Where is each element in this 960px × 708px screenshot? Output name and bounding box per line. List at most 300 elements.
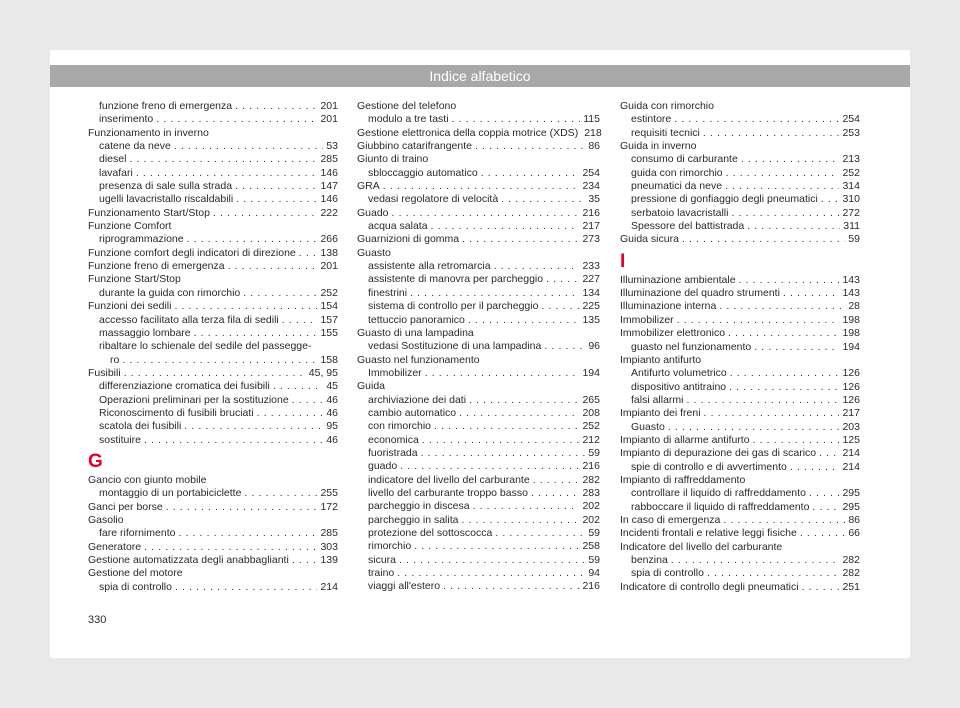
index-entry-page: 216	[582, 460, 600, 473]
index-entry-page: 46	[326, 433, 338, 446]
leader-dots	[671, 554, 840, 567]
index-entry	[88, 193, 338, 206]
index-entry-page: 213	[842, 153, 860, 166]
leader-dots	[144, 434, 323, 447]
index-entry	[620, 434, 860, 447]
index-entry-term: consumo di carburante	[631, 153, 738, 166]
index-entry	[620, 514, 860, 527]
leader-dots	[213, 207, 317, 220]
leader-dots	[741, 153, 840, 166]
index-entry	[88, 300, 338, 313]
leader-dots	[753, 434, 840, 447]
index-entry-term: livello del carburante troppo basso	[368, 486, 528, 499]
index-entry	[88, 434, 338, 447]
index-entry-page: 138	[320, 246, 338, 259]
index-entry	[88, 180, 338, 193]
index-entry-term: vedasi regolatore di velocità	[368, 193, 499, 206]
index-entry-page: 253	[842, 126, 860, 139]
index-entry	[357, 447, 600, 460]
leader-dots	[184, 420, 323, 433]
page-header-title: Indice alfabetico	[429, 68, 531, 84]
leader-dots	[443, 580, 579, 593]
index-entry-page: 46	[326, 406, 338, 419]
index-entry	[620, 153, 860, 166]
index-entry	[357, 314, 600, 327]
index-column-2	[357, 100, 600, 594]
index-entry-page: 217	[842, 407, 860, 420]
index-entry	[620, 127, 860, 140]
index-heading: Gestione del telefono	[357, 100, 457, 112]
index-entry-term: accesso facilitato alla terza fila di sedili	[99, 313, 279, 326]
index-entry-term: Impianto dei freni	[620, 407, 701, 420]
leader-dots	[129, 153, 317, 166]
index-entry-page: 66	[848, 527, 860, 540]
index-entry	[357, 514, 600, 527]
index-entry	[88, 100, 338, 113]
index-entry-term: dispositivo antitraino	[631, 380, 727, 393]
leader-dots	[156, 113, 317, 126]
index-entry	[620, 193, 860, 206]
leader-dots	[292, 554, 318, 567]
index-entry-term: parcheggio in discesa	[368, 500, 470, 513]
leader-dots	[729, 381, 839, 394]
index-entry	[357, 287, 600, 300]
index-entry-term: Incidenti frontali e relative leggi fisiche	[620, 527, 797, 540]
index-entry	[88, 420, 338, 433]
index-entry-page: 254	[842, 113, 860, 126]
index-entry	[357, 180, 600, 193]
index-entry	[620, 527, 860, 540]
leader-dots	[821, 193, 840, 206]
index-entry-page: 126	[842, 367, 860, 380]
index-entry-page: 283	[582, 486, 600, 499]
index-entry	[88, 167, 338, 180]
index-entry	[88, 380, 338, 393]
index-entry-term: Indicatore di controllo degli pneumatici	[620, 580, 799, 593]
index-heading: ribaltare lo schienale del sedile del passegge-	[99, 340, 312, 353]
index-entry-page: 134	[582, 286, 600, 299]
index-entry	[88, 207, 338, 220]
index-heading: Gasolio	[88, 513, 124, 526]
index-entry-term: cambio automatico	[368, 406, 457, 419]
index-entry	[620, 274, 860, 287]
leader-dots	[725, 180, 839, 193]
leader-dots	[800, 527, 845, 540]
index-entry-page: 217	[582, 220, 600, 233]
leader-dots	[459, 407, 579, 420]
index-entry-page: 126	[842, 380, 860, 393]
index-heading: Guasto	[357, 246, 391, 259]
index-heading: Indicatore del livello del carburante	[620, 540, 783, 553]
index-entry-term: assistente alla retromarcia	[368, 260, 491, 273]
index-entry	[620, 487, 860, 500]
index-entry-term: pressione di gonfiaggio degli pneumatici	[631, 193, 818, 206]
leader-dots	[299, 247, 318, 260]
index-entry	[357, 407, 600, 420]
index-entry-page: 310	[842, 193, 860, 206]
index-entry-page: 143	[842, 273, 860, 286]
leader-dots	[235, 100, 317, 113]
leader-dots	[410, 287, 579, 300]
leader-dots	[704, 407, 840, 420]
index-entry-term: Illuminazione interna	[620, 300, 717, 313]
leader-dots	[392, 207, 580, 220]
leader-dots	[400, 460, 579, 473]
index-entry-term: falsi allarmi	[631, 393, 684, 406]
index-entry-page: 59	[588, 527, 600, 539]
index-entry-term: sostituire	[99, 433, 142, 446]
leader-dots	[383, 180, 580, 193]
index-entry-page: 46	[326, 393, 338, 406]
index-entry	[620, 233, 860, 246]
index-entry-page: 282	[842, 567, 860, 580]
index-entry-term: rimorchio	[368, 540, 412, 553]
leader-dots	[475, 140, 585, 153]
index-entry-term: rabboccare il liquido di raffreddamento	[631, 500, 810, 513]
index-entry-term: Funzione freno di emergenza	[88, 260, 225, 273]
index-entry	[620, 167, 860, 180]
index-entry	[620, 554, 860, 567]
index-entry-page: 285	[320, 527, 338, 540]
index-entry	[88, 394, 338, 407]
index-entry	[620, 300, 860, 313]
index-entry-term: Guasto	[631, 420, 665, 433]
index-entry	[88, 354, 338, 367]
leader-dots	[235, 180, 317, 193]
leader-dots	[228, 260, 318, 273]
index-entry-term: controllare il liquido di raffreddamento	[631, 487, 806, 500]
index-entry-page: 157	[320, 313, 338, 326]
index-entry-page: 45, 95	[308, 366, 338, 379]
index-entry-page: 303	[320, 540, 338, 553]
leader-dots	[531, 487, 580, 500]
index-section-letter: I	[620, 250, 626, 272]
index-entry-term: con rimorchio	[368, 420, 432, 433]
index-entry-page: 314	[842, 180, 860, 193]
index-column-3	[620, 100, 860, 594]
leader-dots	[728, 327, 839, 340]
index-entry-page: 172	[320, 500, 338, 513]
index-entry	[88, 501, 338, 514]
leader-dots	[282, 314, 318, 327]
index-entry-term: Impianto di depurazione dei gas di scarico	[620, 447, 817, 460]
index-entry-page: 194	[842, 340, 860, 353]
index-entry	[620, 581, 860, 594]
leader-dots	[719, 300, 845, 313]
leader-dots	[495, 527, 585, 540]
index-entry	[357, 127, 600, 140]
index-entry	[88, 367, 338, 380]
leader-dots	[747, 220, 840, 233]
index-entry-page: 252	[582, 420, 600, 433]
index-entry-page: 282	[582, 473, 600, 486]
index-entry-term: guasto nel funzionamento	[631, 340, 752, 353]
index-entry-page: 203	[842, 420, 860, 433]
leader-dots	[473, 500, 580, 513]
leader-dots	[461, 514, 579, 527]
index-entry-term: In caso di emergenza	[620, 513, 721, 526]
index-entry	[620, 447, 860, 460]
leader-dots	[790, 461, 840, 474]
index-entry-term: Ganci per borse	[88, 500, 163, 513]
index-entry-page: 146	[320, 193, 338, 206]
index-entry	[88, 487, 338, 500]
index-entry-page: 139	[320, 554, 338, 566]
leader-dots	[754, 341, 839, 354]
index-heading: Funzione Comfort	[88, 220, 172, 233]
index-entry-term: requisiti tecnici	[631, 126, 700, 139]
leader-dots	[124, 367, 306, 380]
index-heading: Impianto di raffreddamento	[620, 473, 746, 486]
index-entry-page: 251	[842, 580, 860, 593]
index-entry-term: archiviazione dei dati	[368, 393, 467, 406]
index-entry-page: 254	[582, 166, 600, 179]
index-heading: Guasto di una lampadina	[357, 326, 474, 339]
index-entry-term: Illuminazione ambientale	[620, 273, 736, 286]
index-entry-term: inserimento	[99, 113, 154, 126]
index-entry	[88, 153, 338, 166]
index-entry	[357, 420, 600, 433]
leader-dots	[494, 260, 580, 273]
index-entry-term: traino	[368, 567, 395, 580]
leader-dots	[421, 447, 586, 460]
index-entry-page: 285	[320, 153, 338, 166]
leader-dots	[687, 394, 840, 407]
index-entry-term: Gestione automatizzata degli anabbaglianti	[88, 554, 289, 566]
index-entry-page: 252	[842, 166, 860, 179]
index-entry-term: Guado	[357, 206, 389, 219]
index-entry-term: presenza di sale sulla strada	[99, 180, 233, 193]
leader-dots	[501, 193, 585, 206]
index-entry-term: funzione freno di emergenza	[99, 100, 233, 112]
index-entry-page: 233	[582, 260, 600, 273]
index-entry	[88, 327, 338, 340]
index-entry-term: economica	[368, 433, 419, 446]
index-entry-term: Riconoscimento di fusibili bruciati	[99, 406, 254, 419]
index-entry-term: guida con rimorchio	[631, 166, 723, 179]
index-entry-term: modulo a tre tasti	[368, 113, 449, 126]
index-heading: Guida con rimorchio	[620, 100, 714, 112]
leader-dots	[257, 407, 324, 420]
index-entry	[620, 367, 860, 380]
index-entry-page: 155	[320, 326, 338, 339]
index-heading: Gancio con giunto mobile	[88, 473, 207, 486]
index-entry-page: 295	[842, 487, 860, 500]
leader-dots	[194, 327, 318, 340]
index-entry-page: 214	[842, 447, 860, 460]
index-entry-term: Illuminazione del quadro strumenti	[620, 287, 780, 300]
leader-dots	[546, 273, 579, 286]
leader-dots	[703, 127, 840, 140]
index-entry-page: 146	[320, 166, 338, 179]
index-entry-page: 216	[582, 206, 600, 219]
index-entry	[620, 394, 860, 407]
page-number: 330	[88, 614, 107, 626]
index-entry-term: Generatore	[88, 540, 142, 553]
leader-dots	[425, 367, 580, 380]
leader-dots	[677, 314, 840, 327]
index-entry	[620, 421, 860, 434]
index-entry	[357, 394, 600, 407]
index-entry-term: sistema di controllo per il parcheggio	[368, 300, 539, 313]
leader-dots	[431, 220, 580, 233]
index-entry-term: Guida sicura	[620, 233, 679, 246]
index-entry-term: ugelli lavacristallo riscaldabili	[99, 193, 234, 206]
index-entry	[357, 140, 600, 153]
leader-dots	[422, 434, 580, 447]
leader-dots	[541, 300, 579, 313]
index-entry-page: 201	[320, 113, 338, 126]
leader-dots	[809, 487, 840, 500]
leader-dots	[468, 314, 580, 327]
index-entry	[357, 567, 600, 580]
index-entry-page: 225	[582, 300, 600, 313]
leader-dots	[452, 113, 581, 126]
index-entry-term: assistente di manovra per parcheggio	[368, 273, 544, 286]
index-entry-term: Funzione comfort degli indicatori di direzione	[88, 246, 296, 259]
index-entry-term: massaggio lombare	[99, 326, 191, 339]
index-entry-page: 35	[588, 193, 600, 206]
index-entry	[357, 487, 600, 500]
leader-dots	[397, 567, 585, 580]
index-entry-term: parcheggio in salita	[368, 513, 459, 526]
index-entry-page: 59	[848, 233, 860, 246]
index-entry-term: fuoristrada	[368, 446, 418, 459]
index-entry-page: 216	[582, 580, 600, 593]
index-entry-term: differenziazione cromatica dei fusibili	[99, 380, 270, 393]
index-entry	[620, 207, 860, 220]
index-entry	[620, 180, 860, 193]
index-entry-term: spia di controllo	[631, 567, 704, 580]
index-entry	[357, 367, 600, 380]
index-heading: Gestione del motore	[88, 567, 183, 580]
index-entry	[620, 567, 860, 580]
index-entry	[357, 580, 600, 593]
index-entry	[357, 113, 600, 126]
index-entry-term: Funzioni dei sedili	[88, 300, 172, 313]
index-entry-page: 222	[320, 206, 338, 219]
leader-dots	[144, 541, 317, 554]
leader-dots	[434, 420, 579, 433]
leader-dots	[726, 167, 840, 180]
leader-dots	[136, 167, 318, 180]
index-entry	[620, 501, 860, 514]
index-entry-page: 59	[588, 553, 600, 566]
index-entry-page: 53	[326, 140, 338, 153]
index-entry-term: finestrini	[368, 286, 408, 299]
index-entry-page: 212	[582, 433, 600, 446]
index-entry-term: ro	[110, 353, 120, 366]
index-entry-term: benzina	[631, 554, 668, 566]
index-entry	[88, 287, 338, 300]
index-entry-page: 255	[320, 487, 338, 500]
index-entry-page: 258	[582, 540, 600, 553]
index-entry-page: 282	[842, 554, 860, 566]
index-entry	[88, 314, 338, 327]
index-entry-page: 59	[588, 446, 600, 459]
index-entry-term: Fusibili	[88, 366, 121, 379]
index-entry	[620, 461, 860, 474]
index-entry-term: Antifurto volumetrico	[631, 367, 727, 380]
index-entry	[357, 273, 600, 286]
index-entry	[357, 260, 600, 273]
index-entry-term: montaggio di un portabiciclette	[99, 487, 242, 500]
index-entry-page: 115	[583, 113, 600, 126]
index-entry-page: 95	[326, 420, 338, 433]
index-entry-page: 126	[842, 393, 860, 406]
leader-dots	[122, 354, 317, 367]
index-entry-page: 252	[320, 286, 338, 299]
index-entry-page: 208	[582, 406, 600, 419]
index-entry-term: estintore	[631, 113, 672, 126]
index-entry-term: riprogrammazione	[99, 233, 184, 246]
index-entry-page: 273	[582, 233, 600, 246]
index-column-1	[88, 100, 338, 594]
index-entry	[88, 541, 338, 554]
index-entry	[620, 341, 860, 354]
index-entry	[88, 233, 338, 246]
index-entry-page: 265	[582, 393, 600, 406]
index-entry-page: 214	[320, 580, 338, 593]
leader-dots	[236, 193, 317, 206]
index-entry-page: 198	[842, 327, 860, 340]
leader-dots	[273, 380, 324, 393]
index-entry	[357, 554, 600, 567]
leader-dots	[292, 394, 324, 407]
index-entry	[357, 220, 600, 233]
index-entry	[357, 500, 600, 513]
index-heading: Guida	[357, 380, 386, 393]
index-entry-term: durante la guida con rimorchio	[99, 286, 241, 299]
index-entry	[620, 327, 860, 340]
leader-dots	[187, 233, 318, 246]
index-entry-page: 94	[588, 567, 600, 580]
index-entry	[357, 474, 600, 487]
index-entry-term: lavafari	[99, 166, 133, 179]
index-heading: Guida in inverno	[620, 140, 697, 153]
index-entry-page: 234	[582, 180, 600, 193]
index-entry-term: acqua salata	[368, 220, 428, 233]
index-entry-page: 214	[842, 460, 860, 473]
index-entry-term: guado	[368, 460, 398, 473]
index-entry	[357, 340, 600, 353]
index-entry-page: 147	[320, 180, 338, 193]
index-entry-term: Immobilizer	[620, 313, 674, 326]
index-entry-page: 86	[848, 513, 860, 526]
index-entry-page: 28	[848, 300, 860, 313]
index-entry-page: 311	[843, 220, 860, 233]
index-entry-term: viaggi all'estero	[368, 580, 441, 593]
index-entry-term: serbatoio lavacristalli	[631, 206, 729, 219]
index-entry	[88, 260, 338, 273]
index-section-letter: G	[88, 450, 103, 472]
leader-dots	[414, 540, 579, 553]
index-entry	[357, 300, 600, 313]
index-entry	[88, 140, 338, 153]
index-heading: Guasto nel funzionamento	[357, 353, 480, 366]
index-entry-page: 202	[582, 513, 600, 526]
leader-dots	[730, 367, 840, 380]
index-entry-term: fare rifornimento	[99, 527, 176, 540]
index-entry-page: 45	[326, 380, 338, 393]
index-heading: Giunto di traino	[357, 153, 429, 166]
index-entry-page: 125	[842, 433, 860, 446]
index-heading: Funzionamento in inverno	[88, 126, 209, 139]
index-entry-term: sicura	[368, 553, 397, 566]
index-entry-term: sbloccaggio automatico	[368, 166, 478, 179]
index-entry	[357, 167, 600, 180]
leader-dots	[399, 554, 585, 567]
